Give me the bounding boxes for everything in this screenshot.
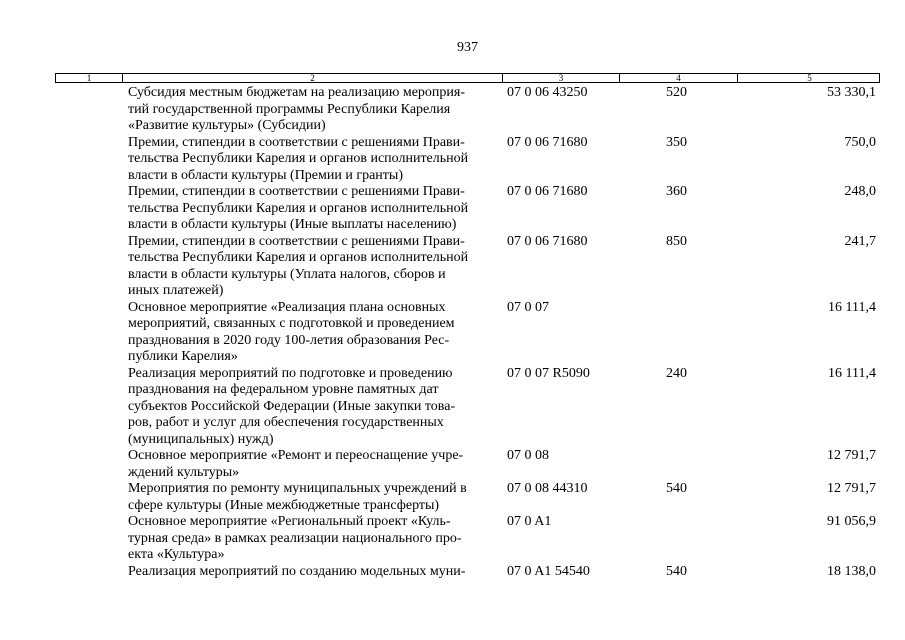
table-row — [0, 184, 905, 234]
row-code: 07 0 06 71680 — [507, 233, 588, 249]
description-line: мероприятий, связанных с подготовкой и проведением — [128, 316, 455, 331]
row-description — [128, 448, 498, 481]
row-expense-type: 520 — [666, 85, 687, 100]
description-line: празднования на федеральном уровне памятных дат — [128, 382, 439, 397]
row-code: 07 0 06 43250 — [507, 85, 588, 100]
page-number: 937 — [457, 40, 478, 55]
table-row — [0, 85, 905, 135]
description-line: тельства Республики Карелия и органов исполнительной — [128, 250, 469, 265]
description-line: Мероприятия по ремонту муниципальных учреждений в — [128, 481, 467, 496]
description-line: ров, работ и услуг для обеспечения государственных — [128, 415, 444, 430]
row-expense-type: 540 — [666, 481, 687, 496]
row-amount: 12 791,7 — [827, 481, 876, 496]
description-line: Реализация мероприятий по созданию модельных муни- — [128, 563, 466, 579]
row-description — [128, 300, 498, 366]
table-body — [0, 85, 905, 580]
description-line: турная среда» в рамках реализации национального про- — [128, 530, 462, 546]
description-line: тельства Республики Карелия и органов исполнительной — [128, 151, 469, 166]
row-description — [128, 366, 498, 449]
row-expense-type: 360 — [666, 184, 687, 199]
row-code: 07 0 08 44310 — [507, 481, 588, 496]
row-amount: 16 111,4 — [828, 299, 876, 315]
row-description — [128, 234, 498, 300]
row-code: 07 0 06 71680 — [507, 184, 588, 199]
row-code: 07 0 07 — [507, 299, 549, 315]
row-amount: 18 138,0 — [827, 563, 876, 579]
description-line: власти в области культуры (Премии и гранты) — [128, 167, 403, 183]
description-line: власти в области культуры (Иные выплаты населению) — [128, 217, 457, 232]
row-amount: 53 330,1 — [827, 85, 876, 100]
description-line: Премии, стипендии в соответствии с решениями Прави- — [128, 184, 465, 199]
description-line: сфере культуры (Иные межбюджетные трансферты) — [128, 497, 440, 513]
description-line: тий государственной программы Республики Карелия — [128, 101, 451, 117]
row-code: 07 0 08 — [507, 448, 549, 463]
description-line: иных платежей) — [128, 283, 224, 298]
description-line: Премии, стипендии в соответствии с решениями Прави- — [128, 134, 465, 150]
row-amount: 248,0 — [844, 184, 876, 199]
row-code: 07 0 06 71680 — [507, 134, 588, 150]
description-line: власти в области культуры (Уплата налогов, сборов и — [128, 266, 446, 282]
row-description — [128, 514, 498, 564]
description-line: Премии, стипендии в соответствии с решениями Прави- — [128, 233, 465, 249]
row-expense-type: 540 — [666, 563, 687, 579]
description-line: (муниципальных) нужд) — [128, 431, 274, 447]
description-line: Основное мероприятие «Ремонт и переоснащение учре- — [128, 448, 464, 463]
row-description — [128, 85, 498, 135]
table-row — [0, 564, 905, 581]
header-col-1: 1 — [56, 74, 123, 82]
table-row — [0, 234, 905, 300]
header-col-2: 2 — [123, 74, 503, 82]
row-code: 07 0 07 R5090 — [507, 365, 590, 381]
row-expense-type: 350 — [666, 134, 687, 150]
row-description — [128, 184, 498, 234]
description-line: Основное мероприятие «Региональный проект «Куль- — [128, 514, 451, 529]
table-row — [0, 135, 905, 185]
row-amount: 12 791,7 — [827, 448, 876, 463]
description-line: празднования в 2020 году 100-летия образования Рес- — [128, 332, 450, 348]
header-col-3: 3 — [503, 74, 620, 82]
row-code: 07 0 A1 — [507, 514, 552, 529]
description-line: ждений культуры» — [128, 464, 240, 480]
table-header — [55, 73, 880, 83]
description-line: Субсидия местным бюджетам на реализацию мероприя- — [128, 85, 466, 100]
row-amount: 241,7 — [844, 233, 876, 249]
table-row — [0, 481, 905, 514]
description-line: «Развитие культуры» (Субсидии) — [128, 118, 326, 133]
description-line: тельства Республики Карелия и органов исполнительной — [128, 200, 469, 216]
row-description — [128, 564, 498, 581]
description-line: екта «Культура» — [128, 547, 225, 562]
header-col-4: 4 — [620, 74, 738, 82]
row-description — [128, 481, 498, 514]
description-line: публики Карелия» — [128, 349, 238, 364]
table-row — [0, 300, 905, 366]
row-description — [128, 135, 498, 185]
table-row — [0, 366, 905, 449]
row-expense-type: 850 — [666, 233, 687, 249]
row-code: 07 0 A1 54540 — [507, 563, 590, 579]
table-row — [0, 514, 905, 564]
header-col-5: 5 — [807, 73, 812, 83]
row-expense-type: 240 — [666, 365, 687, 381]
description-line: Реализация мероприятий по подготовке и проведению — [128, 365, 453, 381]
table-row — [0, 448, 905, 481]
row-amount: 750,0 — [844, 134, 876, 150]
row-amount: 91 056,9 — [827, 514, 876, 529]
description-line: субъектов Российской Федерации (Иные закупки това- — [128, 398, 456, 414]
row-amount: 16 111,4 — [828, 365, 876, 381]
description-line: Основное мероприятие «Реализация плана основных — [128, 299, 446, 315]
